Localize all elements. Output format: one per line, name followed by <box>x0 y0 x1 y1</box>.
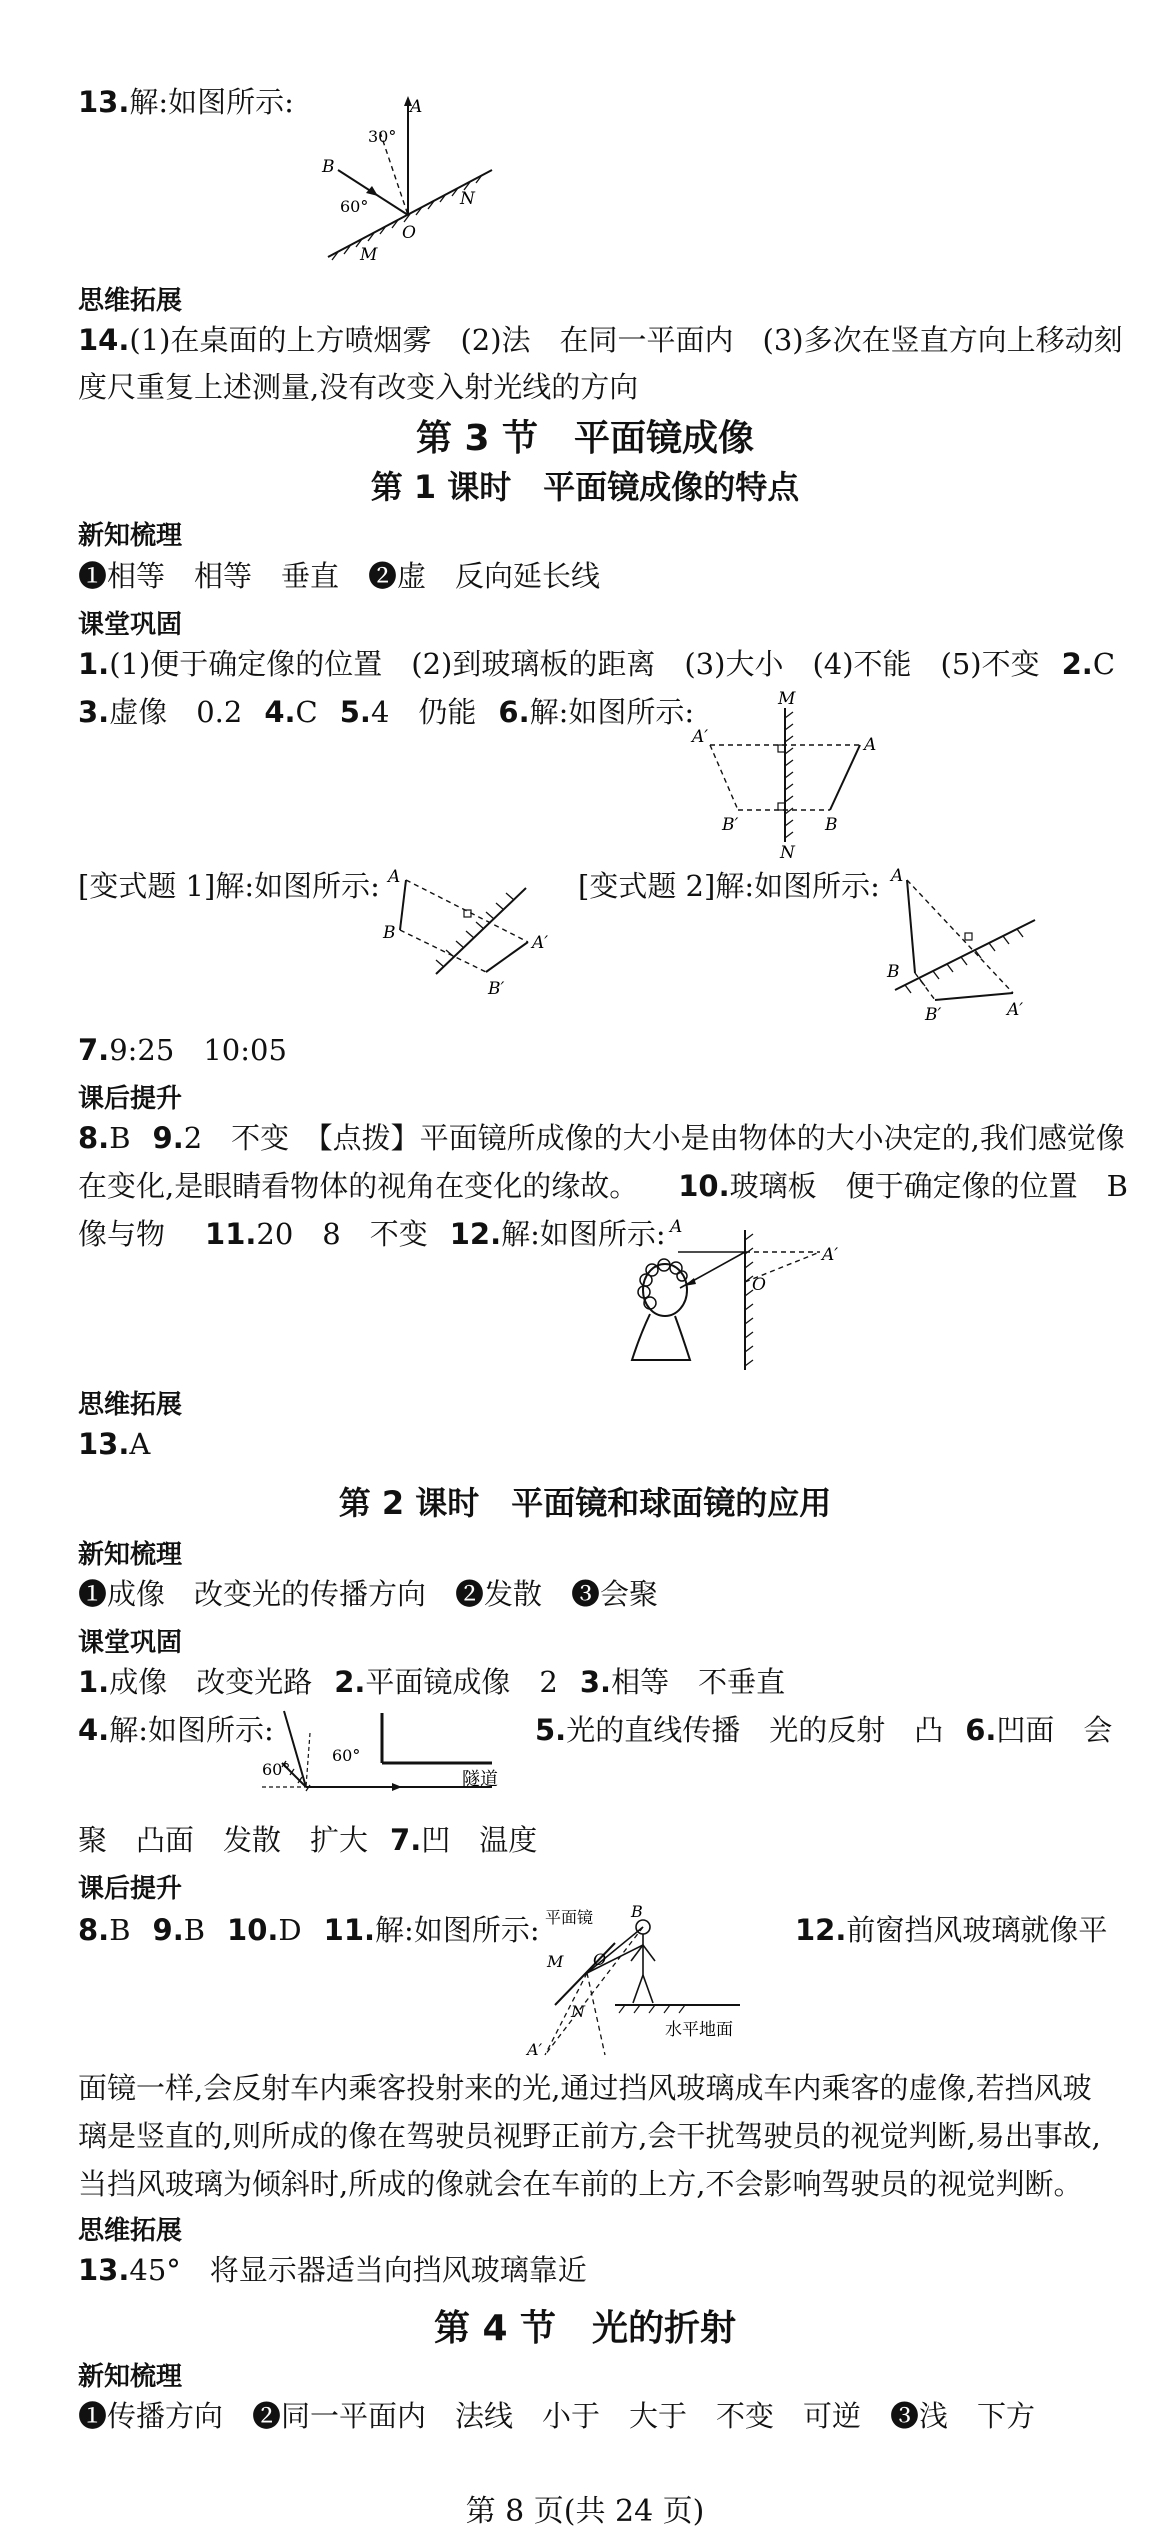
figv2-label-a-prime: A′ <box>1007 1000 1024 1020</box>
l1-q10-text: 玻璃板 便于确定像的位置 B <box>729 1169 1128 1203</box>
l2-q8-num: 8. <box>78 1913 110 1947</box>
fig4-angle-60b: 60° <box>332 1746 361 1765</box>
l2-q6-cont-line <box>78 1820 537 1860</box>
l1-q2-num: 2. <box>1061 647 1093 681</box>
l2-q7-num: 7. <box>390 1823 422 1857</box>
l1-var2-bracket: [变式题 2] <box>578 869 716 903</box>
l1-var2-text: 解:如图所示: <box>715 869 880 903</box>
figure-q11-windshield <box>525 1905 785 2065</box>
l1-q2-text: C <box>1092 647 1116 681</box>
q14-line2: 度尺重复上述测量,没有改变入射光线的方向 <box>78 370 639 404</box>
figv1-label-a-prime: A′ <box>532 933 549 953</box>
l1-q12-text: 解:如图所示: <box>501 1217 666 1251</box>
q14-num: 14. <box>78 323 130 357</box>
l1-q13-text: A <box>129 1427 151 1461</box>
figv1-label-a: A <box>388 867 401 887</box>
figv2-label-b: B <box>887 962 900 982</box>
l1-var1-bracket: [变式题 1] <box>78 869 216 903</box>
fig4-tunnel-label: 隧道 <box>462 1769 498 1790</box>
l2-kehou-heading: 课后提升 <box>78 1874 183 1904</box>
l2-xinzhi-heading: 新知梳理 <box>78 1540 183 1570</box>
l1-var1-text: 解:如图所示: <box>215 869 380 903</box>
l2-q12-l2: 面镜一样,会反射车内乘客投射来的光,通过挡风玻璃成车内乘客的虚像,若挡风玻 <box>78 2071 1092 2105</box>
l2-q1-line <box>78 1662 785 1702</box>
q13-top-num: 13. <box>78 85 130 119</box>
title-lesson-1: 第 1 课时 平面镜成像的特点 <box>370 468 800 506</box>
fig11-label-a-prime: A′ <box>527 2040 543 2059</box>
q13-top-text: 解:如图所示: <box>129 85 294 119</box>
l1-xinzhi-line: ❶相等 相等 垂直 ❷虚 反向延长线 <box>78 559 601 593</box>
l1-q11-num: 11. <box>205 1217 257 1251</box>
l1-q6-num: 6. <box>498 695 530 729</box>
l2-q13-text: 45° 将显示器适当向挡风玻璃靠近 <box>129 2253 587 2287</box>
fig13-label-o: O <box>402 223 416 243</box>
fig11-label-n: N <box>571 2002 585 2021</box>
l1-siwei-heading: 思维拓展 <box>78 1390 183 1420</box>
fig6-label-n: N <box>780 843 795 860</box>
l1-q5-num: 5. <box>339 695 371 729</box>
l2-q13-num: 13. <box>78 2253 130 2287</box>
l1-q6-text: 解:如图所示: <box>529 695 695 729</box>
l2-q4-text: 解:如图所示: <box>109 1713 274 1747</box>
l1-var1-line <box>78 866 380 906</box>
l2-q2-text: 平面镜成像 2 <box>365 1665 558 1699</box>
title-lesson-2: 第 2 课时 平面镜和球面镜的应用 <box>338 1484 832 1522</box>
l1-q8-text: B <box>109 1121 131 1155</box>
fig13-angle-30: 30° <box>368 127 397 146</box>
l1-q11-text: 20 8 不变 <box>256 1217 428 1251</box>
l1-q12-num: 12. <box>449 1217 502 1251</box>
l2-q4-line <box>78 1710 274 1750</box>
l1-q13-line <box>78 1424 150 1464</box>
l1-kehou-heading: 课后提升 <box>78 1084 183 1114</box>
figure-q4-tunnel <box>262 1705 522 1805</box>
figure-q12-person-mirror <box>620 1210 890 1375</box>
fig6-label-a-prime: A′ <box>692 727 709 747</box>
l1-q7-num: 7. <box>78 1033 110 1067</box>
l2-q5-text: 光的直线传播 光的反射 凸 <box>566 1713 944 1747</box>
l1-q9-text: 2 不变 【点拨】平面镜所成像的大小是由物体的大小决定的,我们感觉像 <box>183 1121 1125 1155</box>
l1-q4-text: C <box>295 695 318 729</box>
l2-q8-line <box>78 1910 540 1950</box>
l2-q3-text: 相等 不垂直 <box>611 1665 786 1699</box>
fig11-ground-label: 水平地面 <box>665 2020 733 2040</box>
fig12-label-a: A <box>670 1217 683 1237</box>
l1-q10-num: 10. <box>678 1169 730 1203</box>
fig13-label-m: M <box>360 245 378 265</box>
fig4-angle-60a: 60° <box>262 1760 291 1779</box>
s4-xinzhi-line: ❶传播方向 ❷同一平面内 法线 小于 大于 不变 可逆 ❸浅 下方 <box>78 2399 1036 2433</box>
l1-q4-num: 4. <box>264 695 296 729</box>
fig6-label-m: M <box>778 690 796 709</box>
figv1-label-b: B <box>383 923 396 943</box>
l1-q8-num: 8. <box>78 1121 110 1155</box>
l2-q6-text: 凹面 会 <box>996 1713 1113 1747</box>
l2-q5-line <box>535 1710 1112 1750</box>
l2-q9-text: B <box>183 1913 206 1947</box>
l2-q1-num: 1. <box>78 1665 110 1699</box>
page-footer: 第 8 页(共 24 页) <box>465 2494 705 2529</box>
l2-q6-num: 6. <box>965 1713 997 1747</box>
fig12-label-o: O <box>752 1275 766 1295</box>
figure-q6-mirror <box>690 690 920 860</box>
figv1-label-b-prime: B′ <box>488 979 505 999</box>
l2-ketang-heading: 课堂巩固 <box>78 1628 183 1658</box>
figure-variant1 <box>378 862 578 1012</box>
l2-q3-num: 3. <box>579 1665 612 1699</box>
l1-q9-num: 9. <box>152 1121 184 1155</box>
l2-q4-num: 4. <box>78 1713 110 1747</box>
s4-xinzhi-heading: 新知梳理 <box>78 2362 183 2392</box>
l2-q10-num: 10. <box>227 1913 279 1947</box>
l2-q13-line <box>78 2250 587 2290</box>
l2-q12-l3: 璃是竖直的,则所成的像在驾驶员视野正前方,会干扰驾驶员的视觉判断,易出事故, <box>78 2119 1101 2153</box>
l1-q9-cont-line <box>78 1166 1128 1206</box>
q14-line1 <box>78 320 1123 360</box>
l1-q3-text: 虚像 0.2 <box>109 695 243 729</box>
l2-q12-line <box>795 1910 1107 1950</box>
l1-q7-line <box>78 1030 287 1070</box>
l2-siwei-heading: 思维拓展 <box>78 2216 183 2246</box>
l1-q5-text: 4 仍能 <box>370 695 477 729</box>
fig13-label-b: B <box>322 157 335 177</box>
l2-q2-num: 2. <box>334 1665 366 1699</box>
l1-q9-cont: 在变化,是眼睛看物体的视角在变化的缘故。 <box>78 1169 639 1203</box>
l2-q6-cont: 聚 凸面 发散 扩大 <box>78 1823 369 1857</box>
fig13-label-n: N <box>460 189 475 209</box>
l1-q1-line <box>78 644 1115 684</box>
fig13-angle-60: 60° <box>340 197 369 216</box>
l1-q3-num: 3. <box>78 695 110 729</box>
figv2-label-b-prime: B′ <box>925 1005 942 1025</box>
l1-q10-cont-line <box>78 1214 666 1254</box>
l2-q7-text: 凹 温度 <box>421 1823 538 1857</box>
fig6-label-b: B <box>825 815 838 835</box>
l2-q12-l4: 当挡风玻璃为倾斜时,所成的像就会在车前的上方,不会影响驾驶员的视觉判断。 <box>78 2167 1083 2201</box>
l1-q1-num: 1. <box>78 647 110 681</box>
figure-q13-reflection <box>320 92 520 267</box>
fig11-mirror-label: 平面镜 <box>545 1908 594 1927</box>
l1-var2-line <box>578 866 880 906</box>
l2-q1-text: 成像 改变光路 <box>109 1665 313 1699</box>
fig6-label-a: A <box>864 735 877 755</box>
l1-q8-line <box>78 1118 1125 1158</box>
l2-q12-text: 前窗挡风玻璃就像平 <box>846 1913 1108 1947</box>
figv2-label-a: A <box>891 866 904 886</box>
l1-q7-text: 9:25 10:05 <box>109 1033 287 1067</box>
l2-q11-text: 解:如图所示: <box>375 1913 540 1947</box>
q14-text1: (1)在桌面的上方喷烟雾 (2)法 在同一平面内 (3)多次在竖直方向上移动刻 <box>129 323 1123 357</box>
fig11-label-o: O <box>593 1950 607 1969</box>
title-section-3: 第 3 节 平面镜成像 <box>415 418 755 459</box>
fig12-label-a-prime: A′ <box>822 1245 839 1265</box>
l1-xinzhi-heading: 新知梳理 <box>78 521 183 551</box>
l2-q12-num: 12. <box>795 1913 847 1947</box>
q13-top <box>78 82 294 122</box>
l2-q8-text: B <box>109 1913 131 1947</box>
l2-q9-num: 9. <box>152 1913 184 1947</box>
fig11-label-b: B <box>631 1905 643 1921</box>
figure-variant2 <box>875 865 1075 1025</box>
section-thinking-1: 思维拓展 <box>78 286 183 316</box>
l1-q10-cont: 像与物 <box>78 1217 166 1251</box>
fig11-label-m: M <box>547 1952 564 1971</box>
fig6-label-b-prime: B′ <box>722 815 739 835</box>
l1-ketang-heading: 课堂巩固 <box>78 610 183 640</box>
l1-q3-line <box>78 692 694 732</box>
title-section-4: 第 4 节 光的折射 <box>433 2308 737 2349</box>
l1-q13-num: 13. <box>78 1427 130 1461</box>
l2-q11-num: 11. <box>323 1913 376 1947</box>
l1-q1-text: (1)便于确定像的位置 (2)到玻璃板的距离 (3)大小 (4)不能 (5)不变 <box>109 647 1040 681</box>
l2-xinzhi-line: ❶成像 改变光的传播方向 ❷发散 ❸会聚 <box>78 1577 659 1611</box>
l2-q5-num: 5. <box>535 1713 567 1747</box>
fig13-label-a: A <box>410 97 423 117</box>
l2-q10-text: D <box>278 1913 302 1947</box>
